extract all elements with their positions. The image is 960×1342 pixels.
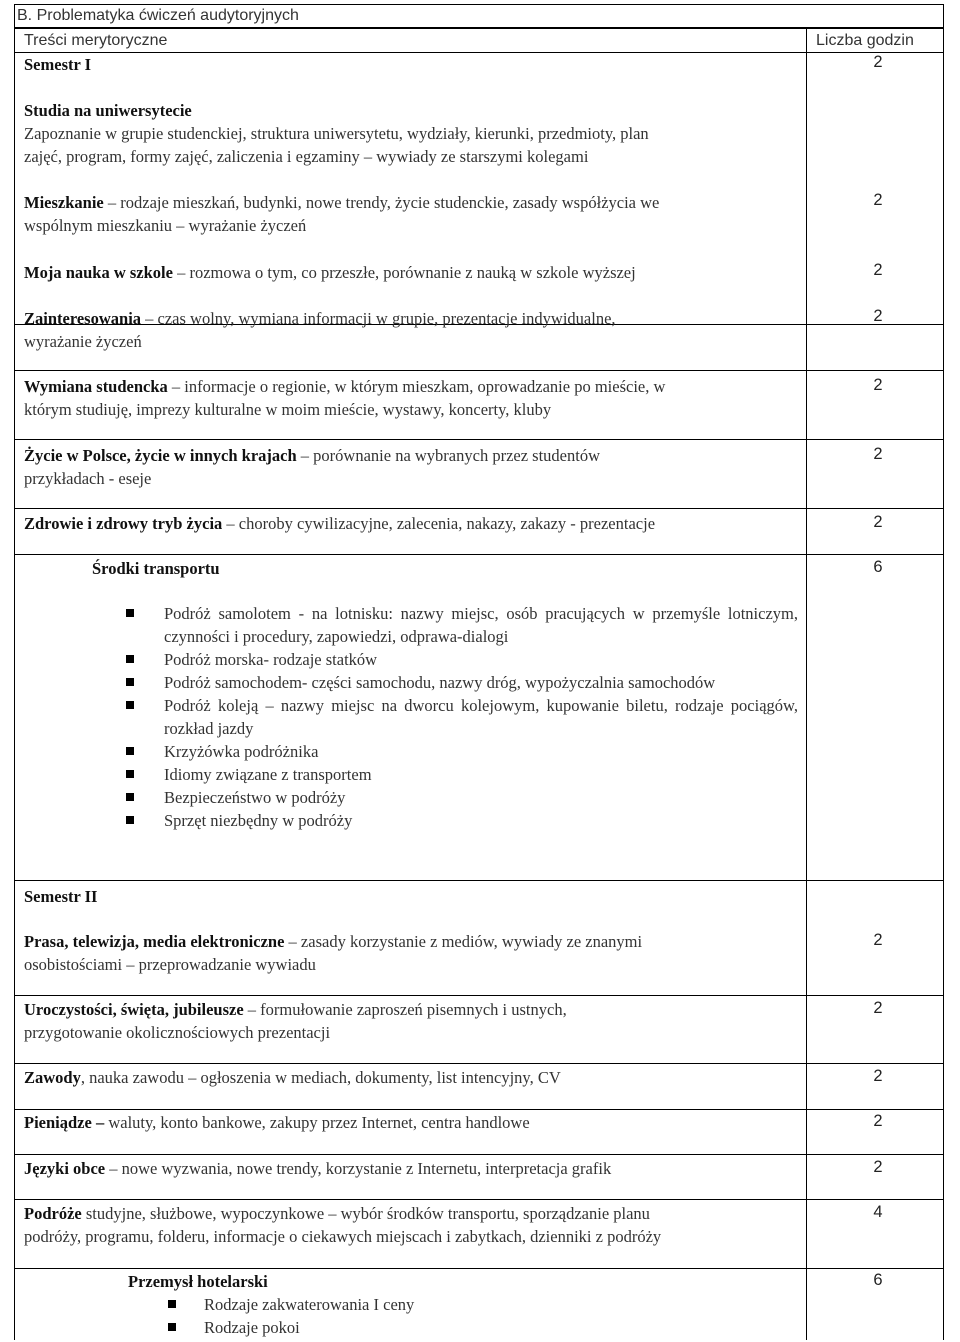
topic-hours: 2 <box>873 376 883 394</box>
list-item: Podróż morska- rodzaje statków <box>126 648 798 671</box>
semester-1-label: Semestr I <box>24 55 92 74</box>
topic-uroczystosci <box>24 998 799 1044</box>
topic-hours: 2 <box>873 999 883 1017</box>
topic-text: zajęć, program, formy zajęć, zaliczenia i egzaminy – wywiady ze starszymi kolegami <box>24 147 589 166</box>
topic-hours: 6 <box>873 1271 883 1289</box>
topic-zycie <box>24 444 799 490</box>
topic-mieszkanie <box>24 191 799 237</box>
topic-title: Podróże <box>24 1204 82 1223</box>
topic-jezyki <box>24 1157 799 1180</box>
topic-hours: 4 <box>873 1203 883 1221</box>
topic-hours: 2 <box>873 1158 883 1176</box>
topic-title: Zainteresowania <box>24 309 142 328</box>
list-item: Rodzaje zakwaterowania I ceny <box>168 1293 788 1316</box>
row-divider <box>14 1268 944 1269</box>
topic-text: podróży, programu, folderu, informacje o ciekawych miejscach i zabytkach, dzienniki z podróży <box>24 1227 662 1246</box>
row-divider <box>14 1063 944 1064</box>
topic-text: przykładach - eseje <box>24 469 152 488</box>
transport-subtopics-list <box>126 602 798 832</box>
topic-title: Zawody <box>24 1068 81 1087</box>
topic-text: wspólnym mieszkaniu – wyrażanie życzeń <box>24 216 307 235</box>
list-item: Sprzęt niezbędny w podróży <box>126 809 798 832</box>
list-item: Podróż koleją – nazwy miejsc na dworcu kolejowym, kupowanie biletu, rodzaje pociągów, rozkład jazdy <box>126 694 798 740</box>
column-divider <box>806 28 807 1340</box>
topic-title: Zdrowie i zdrowy tryb życia <box>24 514 223 533</box>
row-divider <box>14 1109 944 1110</box>
topic-title: Moja nauka w szkole <box>24 263 173 282</box>
topic-text: – zasady korzystanie z mediów, wywiady ze znanymi <box>288 932 643 951</box>
semester-1-hours: 2 <box>873 53 883 71</box>
topic-text: – czas wolny, wymiana informacji w grupie, prezentacje indywidualne, <box>145 309 616 328</box>
list-item: Podróż samochodem- części samochodu, nazwy dróg, wypożyczalnia samochodów <box>126 671 798 694</box>
topic-text: – formułowanie zaproszeń pisemnych i ustnych, <box>247 1000 567 1019</box>
row-divider <box>14 554 944 555</box>
topic-wymiana <box>24 375 799 421</box>
list-item: Idiomy związane z transportem <box>126 763 798 786</box>
syllabus-page <box>14 4 946 1340</box>
topic-title: Życie w Polsce, życie w innych krajach <box>24 446 297 465</box>
topic-zainteresowania <box>24 307 799 353</box>
hotel-subtopics-list <box>168 1293 788 1339</box>
topic-zdrowie <box>24 512 799 535</box>
topic-hours: 2 <box>873 513 883 531</box>
topic-title: Przemysł hotelarski <box>128 1272 268 1291</box>
topic-title: Uroczystości, święta, jubileusze <box>24 1000 244 1019</box>
list-item: Rodzaje pokoi <box>168 1316 788 1339</box>
row-divider <box>14 508 944 509</box>
topic-text: – rodzaje mieszkań, budynki, nowe trendy, życie studenckie, zasady współżycia we <box>107 193 660 212</box>
topic-title: Środki transportu <box>92 559 220 578</box>
topic-text: Zapoznanie w grupie studenckiej, struktura uniwersytetu, wydziały, kierunki, przedmioty, plan <box>24 124 649 143</box>
topic-text: – nowe wyzwania, nowe trendy, korzystanie z Internetu, interpretacja grafik <box>109 1159 612 1178</box>
topic-podroze <box>24 1202 799 1248</box>
topic-prasa <box>24 930 799 976</box>
topic-text: – rozmowa o tym, co przeszłe, porównanie z nauką w szkole wyższej <box>177 263 636 282</box>
row-divider <box>14 1199 944 1200</box>
topics-table <box>14 28 944 1340</box>
topic-text: , nauka zawodu – ogłoszenia w mediach, dokumenty, list intencyjny, CV <box>80 1068 561 1087</box>
topic-hours: 2 <box>873 931 883 949</box>
topic-title: Wymiana studencka <box>24 377 168 396</box>
topic-hours: 6 <box>873 558 883 576</box>
table-border-right <box>943 28 944 1340</box>
topic-text: którym studiuję, imprezy kulturalne w moim mieście, wystawy, koncerty, kluby <box>24 400 552 419</box>
row-divider <box>14 370 944 371</box>
topic-title: Języki obce <box>24 1159 106 1178</box>
topic-pieniadze <box>24 1111 799 1134</box>
semester-2-label: Semestr II <box>24 887 98 906</box>
topic-title: Studia na uniwersytecie <box>24 101 192 120</box>
topic-text: osobistościami – przeprowadzanie wywiadu <box>24 955 316 974</box>
table-border-left <box>14 28 15 1340</box>
list-item: Podróż samolotem - na lotnisku: nazwy miejsc, osób pracujących w przemyśle lotniczym, czynności i procedury, zapowiedzi, odprawa-dialogi <box>126 602 798 648</box>
topic-text: – porównanie na wybranych przez studentów <box>300 446 600 465</box>
content-column-header: Treści merytoryczne <box>24 32 168 49</box>
row-divider <box>14 880 944 881</box>
topic-text: studyjne, służbowe, wypoczynkowe – wybór środków transportu, sporządzanie planu <box>81 1204 650 1223</box>
topic-studia <box>24 99 799 168</box>
topic-hours: 2 <box>873 445 883 463</box>
topic-title: Pieniądze – <box>24 1113 105 1132</box>
topic-text: wyrażanie życzeń <box>24 332 142 351</box>
topic-hours: 2 <box>873 1067 883 1085</box>
topic-hours: 2 <box>873 261 883 279</box>
topic-text: – choroby cywilizacyjne, zalecenia, nakazy, zakazy - prezentacje <box>226 514 656 533</box>
topic-text: waluty, konto bankowe, zakupy przez Internet, centra handlowe <box>104 1113 530 1132</box>
topic-hours: 2 <box>873 191 883 209</box>
topic-title: Prasa, telewizja, media elektroniczne <box>24 932 285 951</box>
section-title: B. Problematyka ćwiczeń audytoryjnych <box>14 4 944 28</box>
topic-text: przygotowanie okolicznościowych prezentacji <box>24 1023 331 1042</box>
topic-hours: 2 <box>873 1112 883 1130</box>
topic-hours: 2 <box>873 307 883 325</box>
topic-title: Mieszkanie <box>24 193 104 212</box>
row-divider <box>14 439 944 440</box>
topic-text: – informacje o regionie, w którym mieszkam, oprowadzanie po mieście, w <box>171 377 666 396</box>
hours-column-header: Liczba godzin <box>816 32 914 49</box>
topic-zawody <box>24 1066 799 1089</box>
row-divider <box>14 995 944 996</box>
list-item: Krzyżówka podróżnika <box>126 740 798 763</box>
row-divider <box>14 52 944 53</box>
list-item: Bezpieczeństwo w podróży <box>126 786 798 809</box>
row-divider <box>14 1154 944 1155</box>
topic-nauka <box>24 261 799 284</box>
